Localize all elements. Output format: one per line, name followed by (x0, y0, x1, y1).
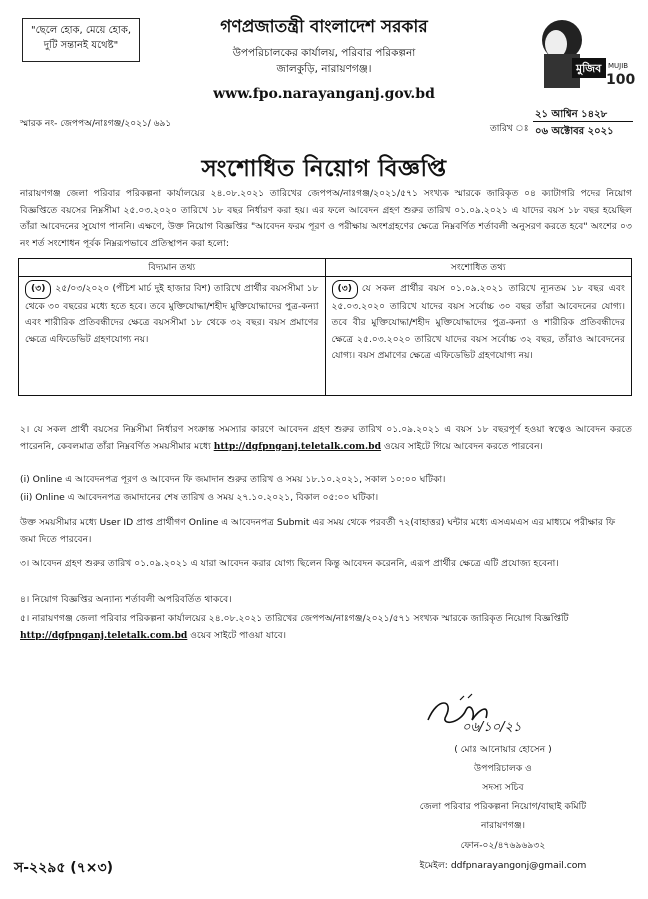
contact-email[interactable]: ইমেইল: ddfpnarayangonj@gmail.com (419, 860, 587, 871)
revised-cell (325, 277, 632, 396)
motto-line-1: "ছেলে হোক, মেয়ে হোক, (30, 25, 131, 36)
publication-code: স-২২৯৫ (৭×৩) (14, 860, 114, 876)
condition-number: (৩) (25, 280, 51, 299)
table-row (19, 277, 632, 396)
paragraph-5: ৫। নারায়ণগঞ্জ জেলা পরিবার পরিকল্পনা কার্যালয়ের ২৪.০৮.২০২১ তারিখের জেপপঅ/নাঃগঞ্জ/২০২১/৫৭১ সংখ্যক স্মারকে জারিকৃত নিয়োগ বিজ্ঞপ্তিটি http://dgfpnganj.teletalk.com.bd ওয়েব সাইটে পাওয়া যাবে। (20, 613, 569, 641)
memo-number: স্মারক নং- জেপপঅ/নাঃগঞ্জ/২০২১/ ৬৯১ (20, 119, 172, 129)
date-label: তারিখ ঃ (490, 124, 529, 134)
svg-text:MUJIB: MUJIB (608, 62, 629, 70)
office-website[interactable]: www.fpo.narayanganj.gov.bd (213, 86, 435, 102)
office-name: উপপরিচালকের কার্যালয়, পরিবার পরিকল্পনা (232, 47, 416, 59)
schedule-item-end: (ii) Online এ আবেদনপত্র জমাদানের শেষ তারিখ ও সময় ২৭.১০.২০২১, বিকাল ০৫:০০ ঘটিকা। (20, 492, 379, 503)
fee-paragraph: উক্ত সময়সীমার মধ্যে User ID প্রাপ্ত প্রার্থীগণ Online এ আবেদনপত্র Submit এর সময় থেকে পরবর্তী ৭২(বাহাত্তর) ঘন্টার মধ্যে এসএমএস এর মাধ্যমে পরীক্ষার ফি জমা দিতে পারবেন। (20, 517, 616, 545)
date-english-calendar: ০৬ অক্টোবর ২০২১ (535, 126, 614, 137)
signatory-title: উপপরিচালক ও (474, 763, 532, 774)
committee-name: জেলা পরিবার পরিকল্পনা নিয়োগ/বাছাই কমিটি (419, 801, 587, 812)
signatory-block (368, 740, 638, 835)
mujib-borsho-logo (520, 10, 636, 96)
svg-text:মুজিব: মুজিব (576, 62, 602, 75)
revised-text: যে সকল প্রার্থীর বয়স ০১.০৯.২০২১ তারিখে ন্যূনতম ১৮ বছর এবং ২৫.০৩.২০২০ তারিখে যাদের বয়স সর্বোচ্চ ৩০ বছর তাঁরা আবেদনের যোগ্য। তবে বীর মুক্তিযোদ্ধা/শহীদ মুক্তিযোদ্ধাদের পুত্র-কন্যা ও শারীরিক প্রতিবন্ধীদের ক্ষেত্রে ২৫.০৩.২০২০ তারিখে যাদের বয়স সর্বোচ্চ ৩২ বছর, তাঁরাও আবেদনের যোগ্য। বয়স প্রমাণের ক্ষেত্রে এফিডেভিট গ্রহণযোগ্য নয়। (331, 283, 625, 361)
intro-paragraph: নারায়ণগঞ্জ জেলা পরিবার পরিকল্পনা কার্যালয়ের ২৪.০৮.২০২১ তারিখের জেপপঅ/নাঃগঞ্জ/২০২১/৫৭১ সংখ্যক স্মারকে জারিকৃত ০৪ ক্যাটাগরি পদের নিয়োগ বিজ্ঞপ্তিতে বয়সের নিম্নসীমা ২৫.০৩.২০২০ তারিখে ১৮ বছর নির্ধারণ করা হয়। এর ফলে আবেদন গ্রহণ শুরুর তারিখ ০১.০৯.২০২১ এ যাদের বয়স ১৮ বছর হয়েছিল তাঁরা আবেদনের সুযোগ পাননি। এক্ষণে, উক্ত নিয়োগ বিজ্ঞপ্তির "আবেদন ফরম পূরণ ও পরীক্ষায় অংশগ্রহণের ক্ষেত্রে নিম্নবর্ণিত শর্তাবলী অনুসরণ করতে হবে" অংশের ০৩ নং শর্ত সংশোধন পূর্বক নিম্নরূপভাবে প্রতিস্থাপন করা হলো: (20, 188, 632, 249)
notice-heading: সংশোধিত নিয়োগ বিজ্ঞপ্তি (201, 156, 447, 182)
date-bangla-calendar: ২১ আশ্বিন ১৪২৮ (535, 109, 608, 120)
col-revised-header: সংশোধিত তথ্য (325, 259, 632, 277)
signatory-role: সদস্য সচিব (482, 782, 524, 793)
motto-line-2: দুটি সন্তানই যথেষ্ট" (43, 40, 119, 51)
existing-text: ২৫/০৩/২০২০ (পঁচিশ মার্চ দুই হাজার বিশ) তারিখে প্রার্থীর বয়সসীমা ১৮ থেকে ৩০ বছরের মধ্যে হতে হবে। তবে মুক্তিযোদ্ধা/শহীদ মুক্তিযোদ্ধাদের পুত্র-কন্যা এবং শারীরিক প্রতিবন্ধীদের ক্ষেত্রে বয়সসীমা ১৮ থেকে ৩২ বছর। বয়স প্রমাণের ক্ষেত্রে এফিডেভিট গ্রহণযোগ্য নয়। (25, 283, 319, 345)
col-existing-header: বিদ্যমান তথ্য (19, 259, 326, 277)
paragraph-3: ৩। আবেদন গ্রহণ শুরুর তারিখ ০১.০৯.২০২১ এ যারা আবেদন করার যোগ্য ছিলেন কিন্তু আবেদন করেননি, এরূপ প্রার্থীর ক্ষেত্রে এটি প্রযোজ্য হবেনা। (20, 558, 559, 569)
signatory-name: ( মোঃ আনোয়ার হোসেন ) (454, 744, 552, 755)
teletalk-link[interactable]: http://dgfpnganj.teletalk.com.bd (20, 629, 188, 641)
condition-number: (৩) (332, 280, 358, 299)
contact-block (368, 836, 638, 876)
existing-cell (19, 277, 326, 396)
contact-phone: ফোন-০২/৪৭৬৯৬৯৩২ (460, 840, 546, 851)
teletalk-link[interactable]: http://dgfpnganj.teletalk.com.bd (213, 440, 382, 452)
government-title: গণপ্রজাতন্ত্রী বাংলাদেশ সরকার (220, 17, 428, 37)
signature-date: ০৬/১০/২১ (462, 720, 522, 735)
committee-place: নারায়ণগঞ্জ। (481, 820, 525, 831)
table-header-row (19, 259, 632, 277)
paragraph-2: ২। যে সকল প্রার্থী বয়সের নিম্নসীমা নির্ধারণ সংক্রান্ত সমস্যার কারণে আবেদন গ্রহণ শুরুর তারিখ ০১.০৯.২০২১ এ বয়স ১৮ বছরপূর্ণ হওয়া স্বত্বেও আবেদন করতে পারেননি, কেবলমাত্র তাঁরা নিম্নবর্ণিত সময়সীমার মধ্যে http://dgfpnganj.teletalk.com.bd ওয়েব সাইটে গিয়ে আবেদন করতে পারবেন। (20, 424, 632, 452)
svg-text:100: 100 (606, 72, 636, 88)
amendment-table (18, 258, 632, 396)
paragraph-4: ৪। নিয়োগ বিজ্ঞপ্তির অন্যান্য শর্তাবলী অপরিবর্তিত থাকবে। (20, 594, 232, 605)
schedule-item-start: (i) Online এ আবেদনপত্র পূরণ ও আবেদন ফি জমাদান শুরুর তারিখ ও সময় ১৮.১০.২০২১, সকাল ১০:০০ ঘটিকা। (20, 474, 446, 485)
office-address: জালকুড়ি, নারায়ণগঞ্জ। (276, 63, 372, 75)
date-divider (533, 121, 633, 122)
